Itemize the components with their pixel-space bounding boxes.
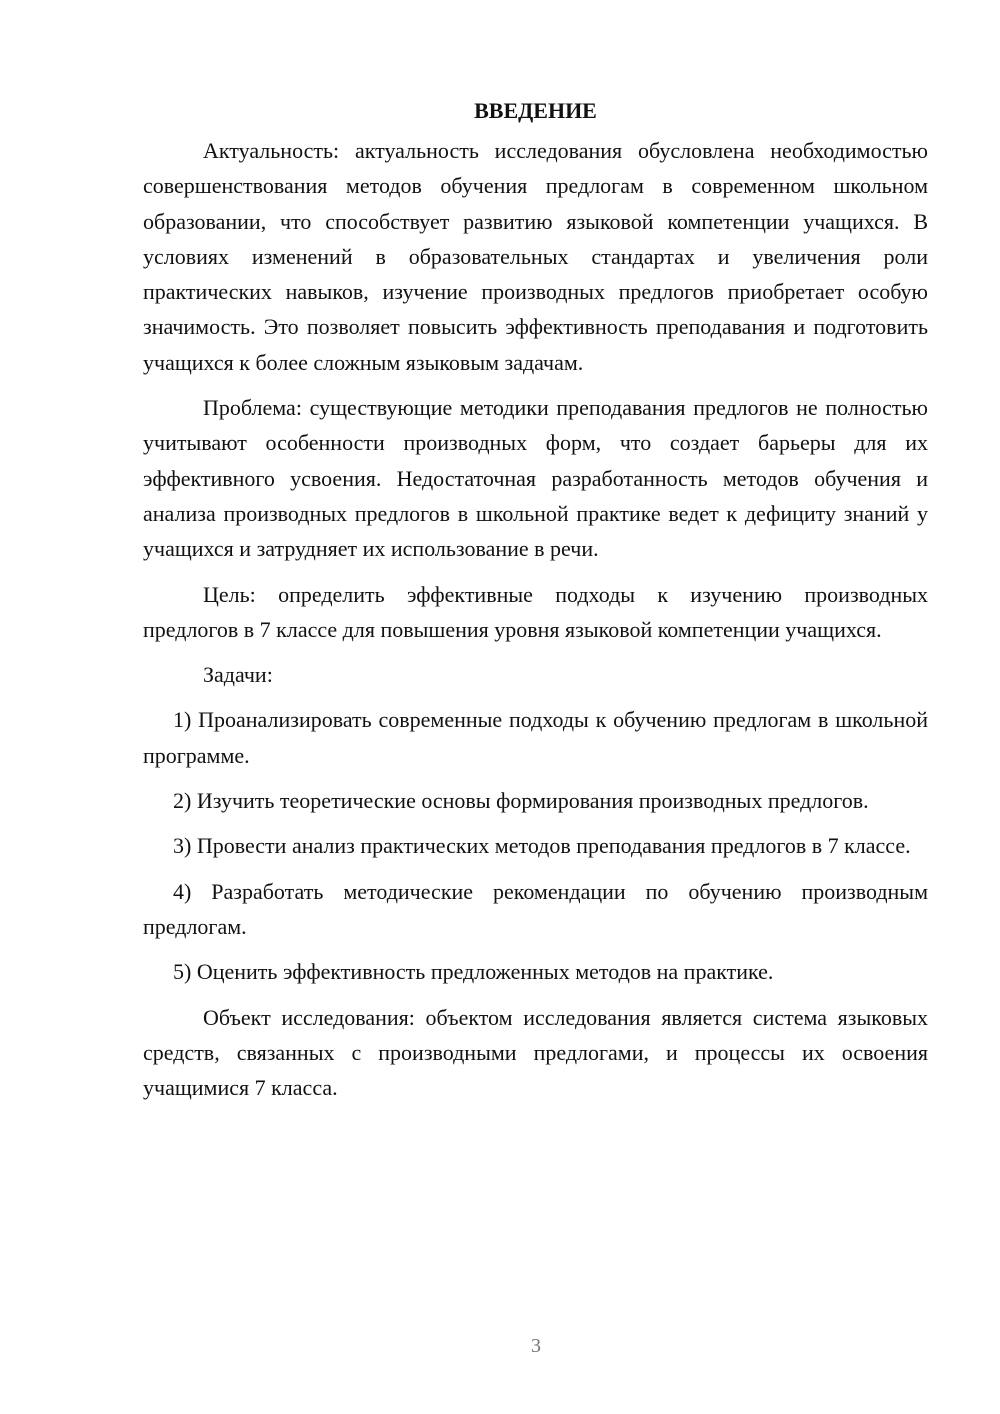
page-content: [143, 93, 928, 1105]
task-item-5: 5) Оценить эффективность предложенных методов на практике.: [173, 959, 774, 985]
paragraph-goal: Цель: определить эффективные подходы к изучению производных предлогов в 7 классе для повышения уровня языковой компетенции учащихся.: [143, 581, 928, 642]
task-item-2: 2) Изучить теоретические основы формирования производных предлогов.: [173, 788, 869, 814]
task-item-4: 4) Разработать методические рекомендации по обучению производным предлогам.: [143, 878, 928, 939]
paragraph-problem: Проблема: существующие методики преподавания предлогов не полностью учитывают особенности производных форм, что создает барьеры для их эффективного усвоения. Недостаточная разработанность методов обучения и анализа производных предлогов в школьной практике ведет к дефициту знаний у учащихся и затрудняет их использование в речи.: [143, 395, 928, 562]
page-number: 3: [531, 1335, 541, 1357]
paragraph-object: Объект исследования: объектом исследования является система языковых средств, связанных с производными предлогами, и процессы их освоения учащимися 7 класса.: [143, 1004, 928, 1101]
section-heading: ВВЕДЕНИЕ: [474, 98, 597, 123]
task-item-1: 1) Проанализировать современные подходы к обучению предлогам в школьной программе.: [143, 707, 928, 768]
paragraph-relevance: Актуальность: актуальность исследования обусловлена необходимостью совершенствования методов обучения предлогам в современном школьном образовании, что способствует развитию языковой компетенции учащихся. В условиях изменений в образовательных стандартах и увеличения роли практических навыков, изучение производных предлогов приобретает особую значимость. Это позволяет повысить эффективность преподавания и подготовить учащихся к более сложным языковым задачам.: [143, 138, 928, 375]
tasks-label: Задачи:: [203, 662, 273, 688]
task-item-3: 3) Провести анализ практических методов преподавания предлогов в 7 классе.: [173, 833, 911, 859]
